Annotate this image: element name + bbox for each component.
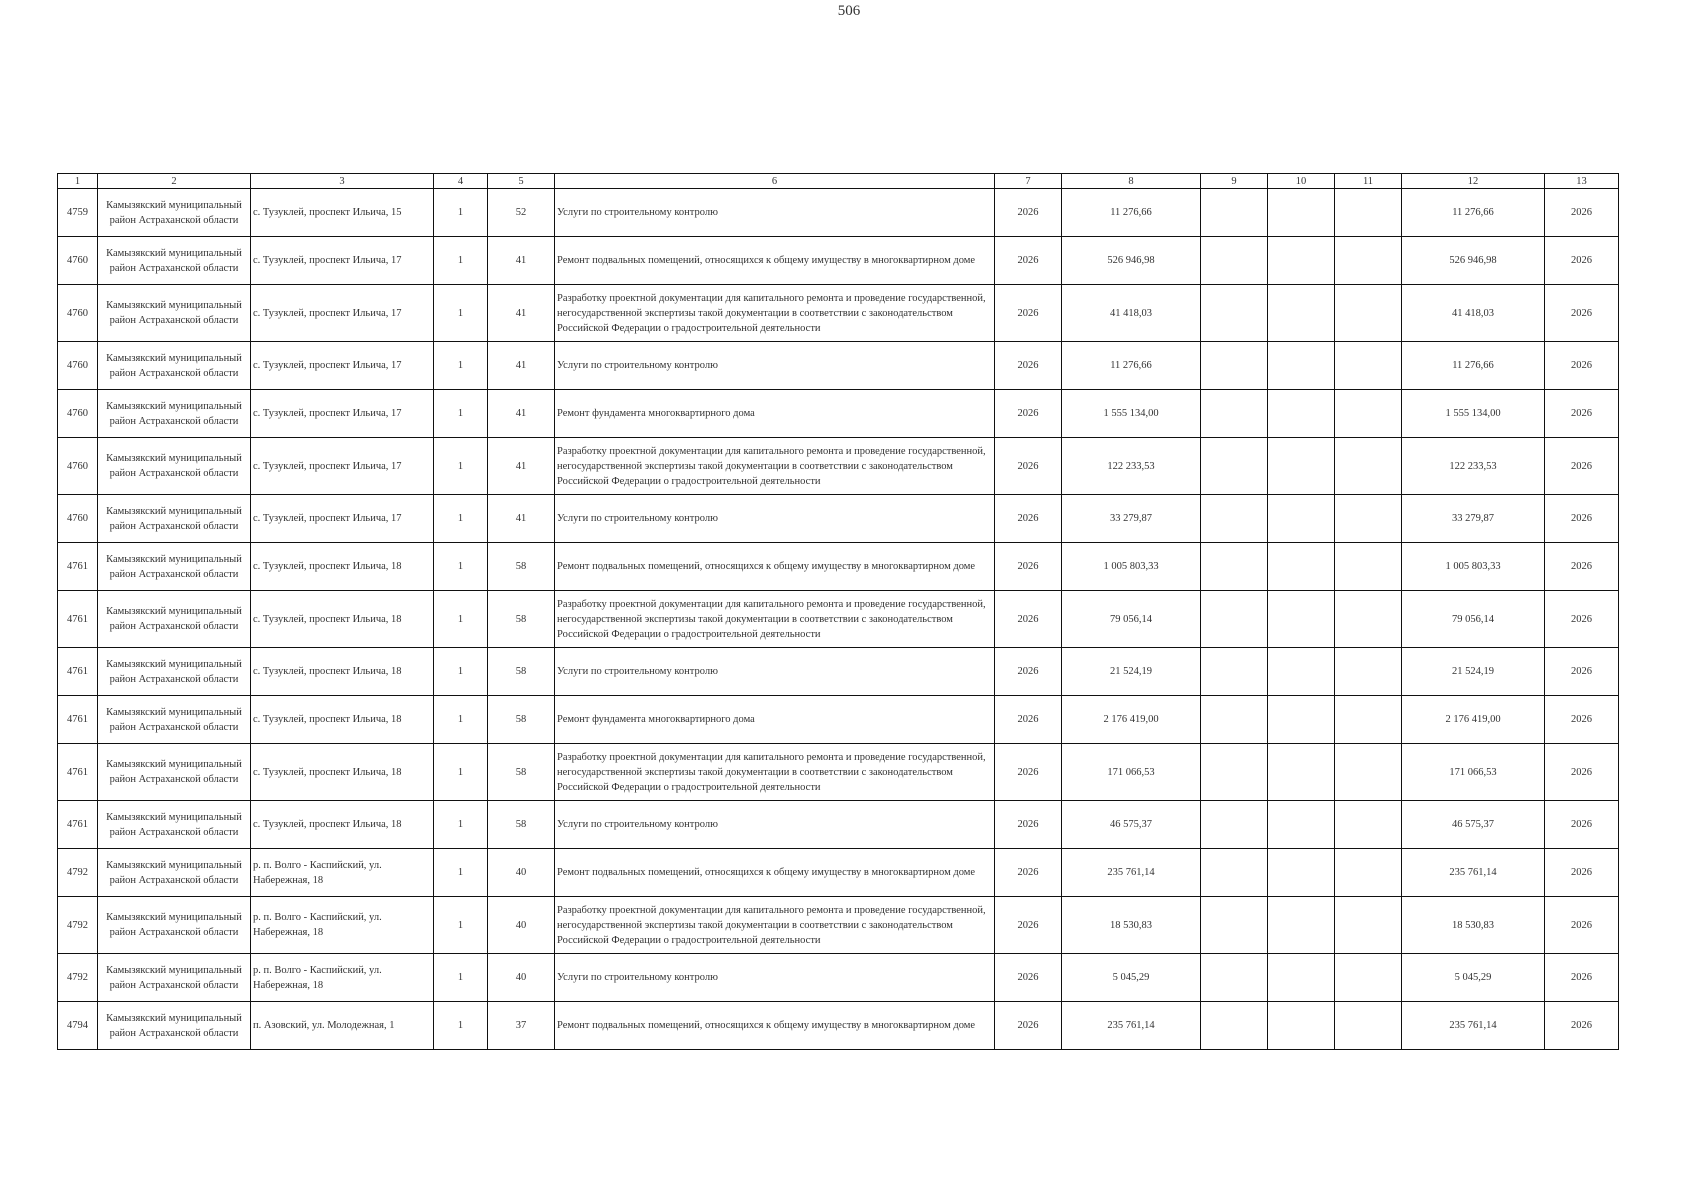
cell-c10 [1268, 954, 1335, 1002]
cell-c13: 2026 [1545, 801, 1619, 849]
cell-total: 2 176 419,00 [1062, 696, 1201, 744]
cell-c5: 40 [488, 849, 555, 897]
cell-c10 [1268, 543, 1335, 591]
cell-c9 [1201, 897, 1268, 954]
cell-year: 2026 [995, 237, 1062, 285]
cell-c9 [1201, 189, 1268, 237]
cell-c9 [1201, 495, 1268, 543]
cell-total: 41 418,03 [1062, 285, 1201, 342]
table-row [58, 744, 1619, 801]
col-header: 4 [434, 174, 488, 189]
cell-address: с. Тузуклей, проспект Ильича, 17 [251, 438, 434, 495]
cell-year: 2026 [995, 801, 1062, 849]
table-row [58, 801, 1619, 849]
table-row [58, 1002, 1619, 1050]
cell-work: Услуги по строительному контролю [555, 648, 995, 696]
header-row [58, 174, 1619, 189]
cell-c12: 18 530,83 [1402, 897, 1545, 954]
cell-c11 [1335, 543, 1402, 591]
cell-address: с. Тузуклей, проспект Ильича, 17 [251, 342, 434, 390]
cell-c5: 58 [488, 744, 555, 801]
cell-address: с. Тузуклей, проспект Ильича, 18 [251, 744, 434, 801]
cell-c10 [1268, 849, 1335, 897]
cell-c12: 21 524,19 [1402, 648, 1545, 696]
cell-n: 4760 [58, 495, 98, 543]
cell-n: 4760 [58, 342, 98, 390]
cell-c10 [1268, 342, 1335, 390]
cell-n: 4761 [58, 801, 98, 849]
cell-c13: 2026 [1545, 189, 1619, 237]
cell-c13: 2026 [1545, 237, 1619, 285]
cell-n: 4792 [58, 954, 98, 1002]
cell-c13: 2026 [1545, 954, 1619, 1002]
cell-c13: 2026 [1545, 342, 1619, 390]
table-row [58, 189, 1619, 237]
cell-c9 [1201, 849, 1268, 897]
table-row [58, 237, 1619, 285]
cell-district: Камызякский муниципальный район Астраханской области [98, 954, 251, 1002]
cell-c9 [1201, 237, 1268, 285]
cell-year: 2026 [995, 342, 1062, 390]
cell-n: 4760 [58, 390, 98, 438]
cell-c11 [1335, 648, 1402, 696]
cell-total: 235 761,14 [1062, 849, 1201, 897]
cell-c11 [1335, 189, 1402, 237]
cell-c12: 11 276,66 [1402, 189, 1545, 237]
cell-c5: 41 [488, 285, 555, 342]
cell-n: 4761 [58, 543, 98, 591]
col-header: 6 [555, 174, 995, 189]
cell-c5: 58 [488, 696, 555, 744]
cell-c11 [1335, 591, 1402, 648]
cell-c12: 46 575,37 [1402, 801, 1545, 849]
cell-c11 [1335, 897, 1402, 954]
cell-c4: 1 [434, 954, 488, 1002]
table-row [58, 648, 1619, 696]
cell-year: 2026 [995, 438, 1062, 495]
cell-c13: 2026 [1545, 495, 1619, 543]
cell-c10 [1268, 696, 1335, 744]
cell-c11 [1335, 801, 1402, 849]
cell-c11 [1335, 954, 1402, 1002]
col-header: 5 [488, 174, 555, 189]
cell-c10 [1268, 897, 1335, 954]
cell-year: 2026 [995, 1002, 1062, 1050]
cell-address: п. Азовский, ул. Молодежная, 1 [251, 1002, 434, 1050]
cell-c10 [1268, 285, 1335, 342]
cell-c5: 40 [488, 897, 555, 954]
col-header: 13 [1545, 174, 1619, 189]
cell-year: 2026 [995, 390, 1062, 438]
cell-c9 [1201, 744, 1268, 801]
cell-c12: 526 946,98 [1402, 237, 1545, 285]
cell-c9 [1201, 390, 1268, 438]
cell-c5: 58 [488, 543, 555, 591]
cell-c10 [1268, 744, 1335, 801]
table-row [58, 342, 1619, 390]
cell-district: Камызякский муниципальный район Астраханской области [98, 648, 251, 696]
cell-district: Камызякский муниципальный район Астраханской области [98, 189, 251, 237]
page-number: 506 [837, 3, 861, 19]
cell-c4: 1 [434, 438, 488, 495]
cell-c11 [1335, 495, 1402, 543]
cell-total: 526 946,98 [1062, 237, 1201, 285]
cell-c5: 41 [488, 438, 555, 495]
cell-c9 [1201, 543, 1268, 591]
cell-address: с. Тузуклей, проспект Ильича, 18 [251, 591, 434, 648]
capital-repair-register-table [57, 173, 1619, 1050]
cell-c12: 79 056,14 [1402, 591, 1545, 648]
cell-c10 [1268, 237, 1335, 285]
cell-c11 [1335, 237, 1402, 285]
cell-n: 4792 [58, 849, 98, 897]
cell-work: Ремонт подвальных помещений, относящихся к общему имуществу в многоквартирном доме [555, 1002, 995, 1050]
cell-work: Разработку проектной документации для капитального ремонта и проведение государственной, негосударственной экспертизы такой документации в соответствии с законодательством Российской Федерации о градостроительной деятельности [555, 897, 995, 954]
cell-c4: 1 [434, 897, 488, 954]
cell-c10 [1268, 438, 1335, 495]
cell-c13: 2026 [1545, 438, 1619, 495]
table-row [58, 390, 1619, 438]
cell-address: р. п. Волго - Каспийский, ул. Набережная, 18 [251, 897, 434, 954]
table-row [58, 438, 1619, 495]
cell-n: 4792 [58, 897, 98, 954]
cell-c13: 2026 [1545, 744, 1619, 801]
cell-work: Разработку проектной документации для капитального ремонта и проведение государственной, негосударственной экспертизы такой документации в соответствии с законодательством Российской Федерации о градостроительной деятельности [555, 744, 995, 801]
cell-c12: 2 176 419,00 [1402, 696, 1545, 744]
cell-work: Разработку проектной документации для капитального ремонта и проведение государственной, негосударственной экспертизы такой документации в соответствии с законодательством Российской Федерации о градостроительной деятельности [555, 591, 995, 648]
cell-district: Камызякский муниципальный район Астраханской области [98, 390, 251, 438]
cell-c10 [1268, 801, 1335, 849]
cell-c4: 1 [434, 696, 488, 744]
cell-c10 [1268, 1002, 1335, 1050]
cell-n: 4761 [58, 648, 98, 696]
table-row [58, 849, 1619, 897]
cell-c5: 41 [488, 237, 555, 285]
col-header: 2 [98, 174, 251, 189]
cell-work: Ремонт подвальных помещений, относящихся к общему имуществу в многоквартирном доме [555, 543, 995, 591]
cell-district: Камызякский муниципальный район Астраханской области [98, 438, 251, 495]
cell-c4: 1 [434, 543, 488, 591]
cell-c4: 1 [434, 801, 488, 849]
cell-c13: 2026 [1545, 543, 1619, 591]
cell-year: 2026 [995, 648, 1062, 696]
cell-year: 2026 [995, 696, 1062, 744]
cell-district: Камызякский муниципальный район Астраханской области [98, 285, 251, 342]
cell-c12: 235 761,14 [1402, 1002, 1545, 1050]
cell-year: 2026 [995, 495, 1062, 543]
cell-c5: 41 [488, 495, 555, 543]
cell-total: 33 279,87 [1062, 495, 1201, 543]
cell-district: Камызякский муниципальный район Астраханской области [98, 696, 251, 744]
cell-c11 [1335, 696, 1402, 744]
cell-district: Камызякский муниципальный район Астраханской области [98, 849, 251, 897]
table-row [58, 285, 1619, 342]
cell-district: Камызякский муниципальный район Астраханской области [98, 1002, 251, 1050]
cell-total: 1 005 803,33 [1062, 543, 1201, 591]
cell-c12: 235 761,14 [1402, 849, 1545, 897]
cell-c4: 1 [434, 237, 488, 285]
cell-c5: 37 [488, 1002, 555, 1050]
cell-address: с. Тузуклей, проспект Ильича, 18 [251, 648, 434, 696]
cell-c10 [1268, 495, 1335, 543]
cell-c4: 1 [434, 390, 488, 438]
cell-year: 2026 [995, 591, 1062, 648]
cell-year: 2026 [995, 189, 1062, 237]
cell-c11 [1335, 744, 1402, 801]
cell-c9 [1201, 1002, 1268, 1050]
cell-work: Разработку проектной документации для капитального ремонта и проведение государственной, негосударственной экспертизы такой документации в соответствии с законодательством Российской Федерации о градостроительной деятельности [555, 438, 995, 495]
cell-c9 [1201, 342, 1268, 390]
table-row [58, 897, 1619, 954]
cell-n: 4760 [58, 285, 98, 342]
cell-total: 79 056,14 [1062, 591, 1201, 648]
cell-work: Ремонт подвальных помещений, относящихся к общему имуществу в многоквартирном доме [555, 849, 995, 897]
cell-work: Ремонт фундамента многоквартирного дома [555, 696, 995, 744]
cell-work: Услуги по строительному контролю [555, 342, 995, 390]
cell-c13: 2026 [1545, 897, 1619, 954]
cell-c5: 41 [488, 390, 555, 438]
cell-c11 [1335, 342, 1402, 390]
cell-c11 [1335, 1002, 1402, 1050]
cell-c4: 1 [434, 849, 488, 897]
cell-c4: 1 [434, 189, 488, 237]
cell-c9 [1201, 954, 1268, 1002]
col-header: 9 [1201, 174, 1268, 189]
cell-total: 11 276,66 [1062, 189, 1201, 237]
cell-c9 [1201, 438, 1268, 495]
cell-address: р. п. Волго - Каспийский, ул. Набережная, 18 [251, 954, 434, 1002]
cell-c13: 2026 [1545, 390, 1619, 438]
cell-c4: 1 [434, 342, 488, 390]
cell-district: Камызякский муниципальный район Астраханской области [98, 342, 251, 390]
cell-total: 5 045,29 [1062, 954, 1201, 1002]
cell-c13: 2026 [1545, 648, 1619, 696]
cell-c9 [1201, 648, 1268, 696]
cell-address: с. Тузуклей, проспект Ильича, 18 [251, 696, 434, 744]
cell-address: с. Тузуклей, проспект Ильича, 17 [251, 237, 434, 285]
cell-c10 [1268, 648, 1335, 696]
cell-year: 2026 [995, 849, 1062, 897]
cell-work: Услуги по строительному контролю [555, 954, 995, 1002]
cell-c11 [1335, 849, 1402, 897]
cell-c4: 1 [434, 495, 488, 543]
cell-c4: 1 [434, 744, 488, 801]
cell-work: Ремонт подвальных помещений, относящихся к общему имуществу в многоквартирном доме [555, 237, 995, 285]
cell-total: 235 761,14 [1062, 1002, 1201, 1050]
cell-c12: 41 418,03 [1402, 285, 1545, 342]
cell-total: 18 530,83 [1062, 897, 1201, 954]
cell-work: Разработку проектной документации для капитального ремонта и проведение государственной, негосударственной экспертизы такой документации в соответствии с законодательством Российской Федерации о градостроительной деятельности [555, 285, 995, 342]
cell-c10 [1268, 390, 1335, 438]
col-header: 12 [1402, 174, 1545, 189]
cell-c11 [1335, 390, 1402, 438]
col-header: 10 [1268, 174, 1335, 189]
cell-c12: 171 066,53 [1402, 744, 1545, 801]
cell-c12: 1 555 134,00 [1402, 390, 1545, 438]
col-header: 1 [58, 174, 98, 189]
cell-c9 [1201, 696, 1268, 744]
cell-district: Камызякский муниципальный район Астраханской области [98, 495, 251, 543]
cell-c13: 2026 [1545, 849, 1619, 897]
cell-address: с. Тузуклей, проспект Ильича, 17 [251, 390, 434, 438]
cell-c11 [1335, 285, 1402, 342]
cell-c13: 2026 [1545, 1002, 1619, 1050]
cell-district: Камызякский муниципальный район Астраханской области [98, 543, 251, 591]
cell-c13: 2026 [1545, 591, 1619, 648]
cell-c4: 1 [434, 648, 488, 696]
cell-c13: 2026 [1545, 696, 1619, 744]
cell-address: с. Тузуклей, проспект Ильича, 15 [251, 189, 434, 237]
col-header: 8 [1062, 174, 1201, 189]
cell-c5: 58 [488, 801, 555, 849]
col-header: 7 [995, 174, 1062, 189]
col-header: 3 [251, 174, 434, 189]
cell-n: 4759 [58, 189, 98, 237]
cell-district: Камызякский муниципальный район Астраханской области [98, 744, 251, 801]
cell-c13: 2026 [1545, 285, 1619, 342]
cell-c5: 40 [488, 954, 555, 1002]
cell-address: с. Тузуклей, проспект Ильича, 18 [251, 543, 434, 591]
cell-n: 4760 [58, 237, 98, 285]
cell-c12: 5 045,29 [1402, 954, 1545, 1002]
cell-total: 46 575,37 [1062, 801, 1201, 849]
cell-c4: 1 [434, 1002, 488, 1050]
cell-total: 122 233,53 [1062, 438, 1201, 495]
cell-address: р. п. Волго - Каспийский, ул. Набережная, 18 [251, 849, 434, 897]
table-row [58, 954, 1619, 1002]
cell-c5: 41 [488, 342, 555, 390]
cell-c9 [1201, 801, 1268, 849]
cell-total: 21 524,19 [1062, 648, 1201, 696]
cell-n: 4761 [58, 696, 98, 744]
cell-year: 2026 [995, 897, 1062, 954]
table-row [58, 696, 1619, 744]
cell-total: 1 555 134,00 [1062, 390, 1201, 438]
cell-year: 2026 [995, 954, 1062, 1002]
cell-district: Камызякский муниципальный район Астраханской области [98, 591, 251, 648]
table-row [58, 495, 1619, 543]
table-body [58, 189, 1619, 1050]
cell-work: Услуги по строительному контролю [555, 189, 995, 237]
cell-c4: 1 [434, 591, 488, 648]
cell-c9 [1201, 591, 1268, 648]
cell-c4: 1 [434, 285, 488, 342]
cell-work: Услуги по строительному контролю [555, 801, 995, 849]
cell-c11 [1335, 438, 1402, 495]
cell-year: 2026 [995, 285, 1062, 342]
cell-address: с. Тузуклей, проспект Ильича, 18 [251, 801, 434, 849]
cell-c12: 1 005 803,33 [1402, 543, 1545, 591]
cell-n: 4794 [58, 1002, 98, 1050]
cell-n: 4760 [58, 438, 98, 495]
cell-c12: 122 233,53 [1402, 438, 1545, 495]
cell-district: Камызякский муниципальный район Астраханской области [98, 801, 251, 849]
cell-n: 4761 [58, 591, 98, 648]
cell-district: Камызякский муниципальный район Астраханской области [98, 237, 251, 285]
cell-address: с. Тузуклей, проспект Ильича, 17 [251, 495, 434, 543]
cell-c12: 33 279,87 [1402, 495, 1545, 543]
cell-c9 [1201, 285, 1268, 342]
cell-address: с. Тузуклей, проспект Ильича, 17 [251, 285, 434, 342]
cell-c5: 52 [488, 189, 555, 237]
cell-c10 [1268, 591, 1335, 648]
col-header: 11 [1335, 174, 1402, 189]
cell-total: 11 276,66 [1062, 342, 1201, 390]
cell-c5: 58 [488, 591, 555, 648]
table-row [58, 591, 1619, 648]
cell-year: 2026 [995, 744, 1062, 801]
cell-work: Услуги по строительному контролю [555, 495, 995, 543]
cell-total: 171 066,53 [1062, 744, 1201, 801]
cell-n: 4761 [58, 744, 98, 801]
cell-year: 2026 [995, 543, 1062, 591]
cell-work: Ремонт фундамента многоквартирного дома [555, 390, 995, 438]
cell-c12: 11 276,66 [1402, 342, 1545, 390]
cell-c5: 58 [488, 648, 555, 696]
table-row [58, 543, 1619, 591]
cell-district: Камызякский муниципальный район Астраханской области [98, 897, 251, 954]
cell-c10 [1268, 189, 1335, 237]
